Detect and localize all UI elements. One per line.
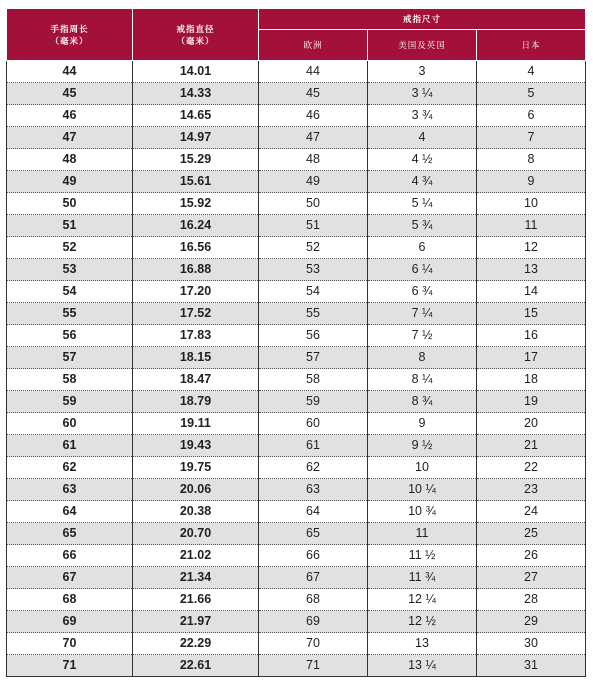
cell-us-uk-size: 8 bbox=[368, 347, 477, 369]
table-row bbox=[7, 567, 586, 589]
cell-japan-size: 19 bbox=[477, 391, 586, 413]
cell-ring-diameter: 17.83 bbox=[133, 325, 259, 347]
table-row bbox=[7, 61, 586, 83]
cell-ring-diameter: 16.88 bbox=[133, 259, 259, 281]
cell-europe-size: 48 bbox=[259, 149, 368, 171]
cell-europe-size: 45 bbox=[259, 83, 368, 105]
header-europe: 欧洲 bbox=[259, 30, 368, 61]
cell-finger-circumference: 70 bbox=[7, 633, 133, 655]
cell-japan-size: 26 bbox=[477, 545, 586, 567]
cell-ring-diameter: 20.70 bbox=[133, 523, 259, 545]
cell-ring-diameter: 19.43 bbox=[133, 435, 259, 457]
table-row bbox=[7, 303, 586, 325]
cell-europe-size: 58 bbox=[259, 369, 368, 391]
table-row bbox=[7, 391, 586, 413]
cell-finger-circumference: 54 bbox=[7, 281, 133, 303]
table-row bbox=[7, 259, 586, 281]
cell-europe-size: 52 bbox=[259, 237, 368, 259]
cell-europe-size: 56 bbox=[259, 325, 368, 347]
cell-japan-size: 7 bbox=[477, 127, 586, 149]
cell-us-uk-size: 4 bbox=[368, 127, 477, 149]
cell-finger-circumference: 71 bbox=[7, 655, 133, 677]
cell-japan-size: 30 bbox=[477, 633, 586, 655]
header-finger-circumference bbox=[7, 9, 133, 61]
table-row bbox=[7, 523, 586, 545]
table-body bbox=[7, 61, 586, 677]
cell-japan-size: 31 bbox=[477, 655, 586, 677]
cell-japan-size: 5 bbox=[477, 83, 586, 105]
cell-us-uk-size: 13 bbox=[368, 633, 477, 655]
cell-finger-circumference: 62 bbox=[7, 457, 133, 479]
table-row bbox=[7, 105, 586, 127]
cell-us-uk-size: 12 ¼ bbox=[368, 589, 477, 611]
table-row bbox=[7, 347, 586, 369]
cell-us-uk-size: 9 bbox=[368, 413, 477, 435]
table-row bbox=[7, 237, 586, 259]
cell-us-uk-size: 7 ½ bbox=[368, 325, 477, 347]
cell-ring-diameter: 14.97 bbox=[133, 127, 259, 149]
table-row bbox=[7, 611, 586, 633]
cell-finger-circumference: 66 bbox=[7, 545, 133, 567]
cell-finger-circumference: 56 bbox=[7, 325, 133, 347]
cell-finger-circumference: 55 bbox=[7, 303, 133, 325]
cell-europe-size: 70 bbox=[259, 633, 368, 655]
cell-europe-size: 65 bbox=[259, 523, 368, 545]
cell-japan-size: 27 bbox=[477, 567, 586, 589]
header-ring-diameter-title: 戒指直径 bbox=[176, 23, 215, 34]
cell-japan-size: 9 bbox=[477, 171, 586, 193]
table-row bbox=[7, 325, 586, 347]
cell-finger-circumference: 61 bbox=[7, 435, 133, 457]
cell-japan-size: 11 bbox=[477, 215, 586, 237]
cell-us-uk-size: 3 ¾ bbox=[368, 105, 477, 127]
cell-finger-circumference: 67 bbox=[7, 567, 133, 589]
cell-ring-diameter: 15.92 bbox=[133, 193, 259, 215]
header-ring-diameter-unit: （毫米） bbox=[176, 35, 215, 46]
cell-us-uk-size: 6 bbox=[368, 237, 477, 259]
header-finger-circumference-title: 手指周长 bbox=[50, 23, 89, 34]
table-row bbox=[7, 457, 586, 479]
cell-ring-diameter: 22.61 bbox=[133, 655, 259, 677]
cell-finger-circumference: 68 bbox=[7, 589, 133, 611]
cell-us-uk-size: 3 ¼ bbox=[368, 83, 477, 105]
header-ring-diameter bbox=[133, 9, 259, 61]
cell-japan-size: 4 bbox=[477, 61, 586, 83]
cell-europe-size: 53 bbox=[259, 259, 368, 281]
cell-japan-size: 23 bbox=[477, 479, 586, 501]
cell-us-uk-size: 12 ½ bbox=[368, 611, 477, 633]
cell-europe-size: 63 bbox=[259, 479, 368, 501]
cell-finger-circumference: 52 bbox=[7, 237, 133, 259]
table-row bbox=[7, 633, 586, 655]
cell-japan-size: 16 bbox=[477, 325, 586, 347]
cell-japan-size: 25 bbox=[477, 523, 586, 545]
table-row bbox=[7, 435, 586, 457]
cell-europe-size: 54 bbox=[259, 281, 368, 303]
cell-ring-diameter: 22.29 bbox=[133, 633, 259, 655]
header-ring-size: 戒指尺寸 bbox=[259, 9, 586, 30]
table-row bbox=[7, 655, 586, 677]
cell-us-uk-size: 10 ¼ bbox=[368, 479, 477, 501]
cell-us-uk-size: 10 ¾ bbox=[368, 501, 477, 523]
cell-ring-diameter: 21.66 bbox=[133, 589, 259, 611]
cell-ring-diameter: 18.47 bbox=[133, 369, 259, 391]
table-row bbox=[7, 193, 586, 215]
cell-us-uk-size: 4 ½ bbox=[368, 149, 477, 171]
cell-finger-circumference: 64 bbox=[7, 501, 133, 523]
table-row bbox=[7, 171, 586, 193]
table-row bbox=[7, 281, 586, 303]
cell-finger-circumference: 44 bbox=[7, 61, 133, 83]
table-row bbox=[7, 127, 586, 149]
cell-europe-size: 46 bbox=[259, 105, 368, 127]
cell-ring-diameter: 18.79 bbox=[133, 391, 259, 413]
cell-us-uk-size: 9 ½ bbox=[368, 435, 477, 457]
cell-us-uk-size: 8 ¾ bbox=[368, 391, 477, 413]
cell-ring-diameter: 16.24 bbox=[133, 215, 259, 237]
table-row bbox=[7, 413, 586, 435]
cell-ring-diameter: 17.52 bbox=[133, 303, 259, 325]
cell-ring-diameter: 20.38 bbox=[133, 501, 259, 523]
cell-us-uk-size: 11 bbox=[368, 523, 477, 545]
cell-finger-circumference: 63 bbox=[7, 479, 133, 501]
cell-japan-size: 15 bbox=[477, 303, 586, 325]
cell-europe-size: 71 bbox=[259, 655, 368, 677]
cell-ring-diameter: 14.65 bbox=[133, 105, 259, 127]
cell-us-uk-size: 6 ¾ bbox=[368, 281, 477, 303]
cell-ring-diameter: 21.97 bbox=[133, 611, 259, 633]
cell-europe-size: 47 bbox=[259, 127, 368, 149]
cell-europe-size: 55 bbox=[259, 303, 368, 325]
header-us-uk: 美国及英国 bbox=[368, 30, 477, 61]
cell-europe-size: 64 bbox=[259, 501, 368, 523]
cell-us-uk-size: 10 bbox=[368, 457, 477, 479]
cell-europe-size: 60 bbox=[259, 413, 368, 435]
table-row bbox=[7, 83, 586, 105]
cell-japan-size: 22 bbox=[477, 457, 586, 479]
cell-finger-circumference: 57 bbox=[7, 347, 133, 369]
cell-europe-size: 50 bbox=[259, 193, 368, 215]
cell-japan-size: 18 bbox=[477, 369, 586, 391]
cell-finger-circumference: 46 bbox=[7, 105, 133, 127]
cell-us-uk-size: 8 ¼ bbox=[368, 369, 477, 391]
cell-europe-size: 69 bbox=[259, 611, 368, 633]
cell-europe-size: 67 bbox=[259, 567, 368, 589]
table-row bbox=[7, 501, 586, 523]
cell-finger-circumference: 58 bbox=[7, 369, 133, 391]
table-row bbox=[7, 589, 586, 611]
cell-ring-diameter: 15.61 bbox=[133, 171, 259, 193]
cell-us-uk-size: 11 ½ bbox=[368, 545, 477, 567]
cell-europe-size: 66 bbox=[259, 545, 368, 567]
cell-japan-size: 29 bbox=[477, 611, 586, 633]
cell-japan-size: 28 bbox=[477, 589, 586, 611]
cell-us-uk-size: 6 ¼ bbox=[368, 259, 477, 281]
table-row bbox=[7, 545, 586, 567]
cell-europe-size: 51 bbox=[259, 215, 368, 237]
cell-finger-circumference: 65 bbox=[7, 523, 133, 545]
cell-finger-circumference: 45 bbox=[7, 83, 133, 105]
cell-europe-size: 61 bbox=[259, 435, 368, 457]
cell-europe-size: 59 bbox=[259, 391, 368, 413]
cell-finger-circumference: 49 bbox=[7, 171, 133, 193]
cell-finger-circumference: 48 bbox=[7, 149, 133, 171]
cell-finger-circumference: 53 bbox=[7, 259, 133, 281]
header-japan: 日本 bbox=[477, 30, 586, 61]
cell-us-uk-size: 11 ¾ bbox=[368, 567, 477, 589]
cell-ring-diameter: 19.75 bbox=[133, 457, 259, 479]
cell-us-uk-size: 3 bbox=[368, 61, 477, 83]
cell-ring-diameter: 19.11 bbox=[133, 413, 259, 435]
cell-finger-circumference: 50 bbox=[7, 193, 133, 215]
cell-finger-circumference: 51 bbox=[7, 215, 133, 237]
cell-europe-size: 44 bbox=[259, 61, 368, 83]
cell-europe-size: 68 bbox=[259, 589, 368, 611]
cell-japan-size: 17 bbox=[477, 347, 586, 369]
cell-ring-diameter: 21.34 bbox=[133, 567, 259, 589]
ring-size-table bbox=[6, 8, 586, 677]
cell-finger-circumference: 47 bbox=[7, 127, 133, 149]
cell-ring-diameter: 17.20 bbox=[133, 281, 259, 303]
cell-japan-size: 21 bbox=[477, 435, 586, 457]
table-row bbox=[7, 215, 586, 237]
cell-us-uk-size: 4 ¾ bbox=[368, 171, 477, 193]
cell-finger-circumference: 69 bbox=[7, 611, 133, 633]
cell-us-uk-size: 13 ¼ bbox=[368, 655, 477, 677]
cell-japan-size: 13 bbox=[477, 259, 586, 281]
cell-japan-size: 10 bbox=[477, 193, 586, 215]
table-row bbox=[7, 369, 586, 391]
cell-finger-circumference: 59 bbox=[7, 391, 133, 413]
cell-japan-size: 14 bbox=[477, 281, 586, 303]
cell-japan-size: 8 bbox=[477, 149, 586, 171]
table-header bbox=[7, 9, 586, 61]
cell-ring-diameter: 18.15 bbox=[133, 347, 259, 369]
cell-japan-size: 12 bbox=[477, 237, 586, 259]
cell-ring-diameter: 14.01 bbox=[133, 61, 259, 83]
table-row bbox=[7, 149, 586, 171]
cell-us-uk-size: 5 ¼ bbox=[368, 193, 477, 215]
cell-japan-size: 20 bbox=[477, 413, 586, 435]
cell-us-uk-size: 5 ¾ bbox=[368, 215, 477, 237]
cell-europe-size: 49 bbox=[259, 171, 368, 193]
cell-finger-circumference: 60 bbox=[7, 413, 133, 435]
table-row bbox=[7, 479, 586, 501]
header-finger-circumference-unit: （毫米） bbox=[50, 35, 89, 46]
cell-us-uk-size: 7 ¼ bbox=[368, 303, 477, 325]
cell-ring-diameter: 21.02 bbox=[133, 545, 259, 567]
cell-japan-size: 24 bbox=[477, 501, 586, 523]
cell-ring-diameter: 20.06 bbox=[133, 479, 259, 501]
cell-ring-diameter: 15.29 bbox=[133, 149, 259, 171]
cell-ring-diameter: 16.56 bbox=[133, 237, 259, 259]
cell-ring-diameter: 14.33 bbox=[133, 83, 259, 105]
cell-europe-size: 57 bbox=[259, 347, 368, 369]
cell-japan-size: 6 bbox=[477, 105, 586, 127]
cell-europe-size: 62 bbox=[259, 457, 368, 479]
